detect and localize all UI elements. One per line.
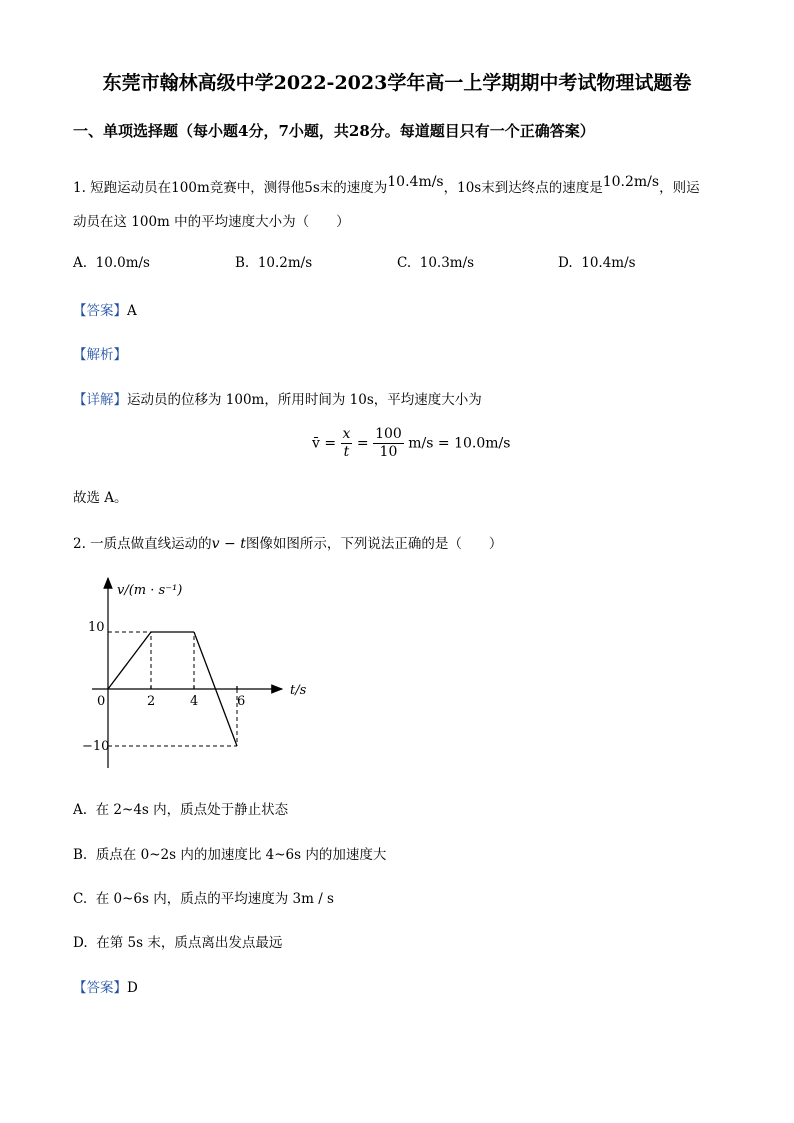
option-text: 10.0m/s: [95, 255, 150, 271]
q2-vt-symbol: v − t: [211, 536, 246, 552]
option-text: 在 2~4s 内，质点处于静止状态: [95, 802, 289, 818]
option-text: 10.2m/s: [257, 255, 313, 271]
vt-graph: [70, 572, 330, 772]
q2-stem: [73, 532, 502, 552]
q1-formula: [312, 426, 510, 461]
y-axis-label: v/(m · s⁻¹): [117, 583, 183, 598]
option-label: B.: [73, 847, 88, 863]
option-label: A.: [73, 802, 88, 818]
option-label: D.: [73, 935, 88, 951]
formula-eq: =: [356, 435, 369, 452]
q2-stem-part-a: 2. 一质点做直线运动的: [73, 536, 212, 552]
y-tick-10: 10: [88, 620, 105, 635]
option-text: 质点在 0~2s 内的加速度比 4~6s 内的加速度大: [95, 847, 387, 863]
answer-tag: 【答案】: [73, 980, 127, 996]
x-axis-label: t/s: [290, 683, 307, 698]
option-label: D.: [558, 255, 573, 271]
x-tick-2: 2: [147, 694, 156, 709]
q2-option-b: [73, 843, 386, 863]
answer-value: D: [127, 980, 138, 996]
option-label: B.: [235, 255, 250, 271]
vt-segment-0: [108, 632, 151, 689]
option-text: 在第 5s 末，质点离出发点最远: [96, 935, 283, 951]
q1-detail: [73, 388, 482, 408]
q1-option-a: [73, 255, 150, 271]
formula-rhs: m/s = 10.0m/s: [408, 435, 511, 452]
q2-option-d: [73, 931, 282, 951]
y-tick-neg10: −10: [82, 739, 110, 754]
detail-text: 运动员的位移为 100m，所用时间为 10s，平均速度大小为: [127, 392, 482, 408]
q1-stem-line2: 动员在这 100m 中的平均速度大小为（ ）: [73, 214, 350, 230]
option-text: 10.4m/s: [581, 255, 636, 271]
option-text: 在 0~6s 内，质点的平均速度为 3m / s: [95, 891, 334, 907]
q1-option-c: [397, 255, 474, 271]
q1-analysis-tag: 【解析】: [73, 347, 127, 363]
q1-stem-line1: [73, 176, 700, 196]
option-label: C.: [397, 255, 412, 271]
answer-value: A: [127, 303, 137, 319]
q2-option-c: [73, 887, 334, 907]
section-header: 一、单项选择题（每小题4分，7小题，共28分。每道题目只有一个正确答案）: [73, 122, 595, 140]
fraction-100-over-10: [373, 426, 404, 461]
q1-stem-part-c: ，则运: [659, 180, 700, 196]
q1-velocity-1: 10.4m/s: [387, 174, 444, 190]
q1-conclusion: 故选 A。: [73, 490, 128, 506]
paper-title: 东莞市翰林高级中学2022-2023学年高一上学期期中考试物理试题卷: [102, 72, 692, 94]
q2-stem-part-b: 图像如图所示，下列说法正确的是（ ）: [245, 536, 503, 552]
q1-option-d: [558, 255, 636, 271]
q1-velocity-2: 10.2m/s: [602, 174, 660, 190]
q2-option-a: [73, 798, 288, 818]
x-tick-0: 0: [97, 694, 106, 709]
option-text: 10.3m/s: [419, 255, 475, 271]
q1-stem-part-a: 1. 短跑运动员在100m竞赛中，测得他5s末的速度为: [73, 180, 388, 196]
x-tick-4: 4: [190, 694, 199, 709]
q1-stem-part-b: ，10s末到达终点的速度是: [443, 180, 603, 196]
q2-answer: [73, 976, 138, 996]
x-tick-6: 6: [237, 694, 246, 709]
frac-num: 100: [375, 426, 402, 442]
option-label: C.: [73, 891, 88, 907]
fraction-x-over-t: [341, 426, 353, 461]
formula-lhs: v̄ =: [312, 435, 337, 452]
option-label: A.: [73, 255, 88, 271]
frac-num: x: [342, 426, 351, 442]
frac-den: t: [343, 444, 350, 460]
detail-tag: 【详解】: [73, 392, 127, 408]
q1-answer: [73, 299, 137, 319]
frac-den: 10: [379, 444, 398, 460]
answer-tag: 【答案】: [73, 303, 127, 319]
q1-option-b: [235, 255, 312, 271]
